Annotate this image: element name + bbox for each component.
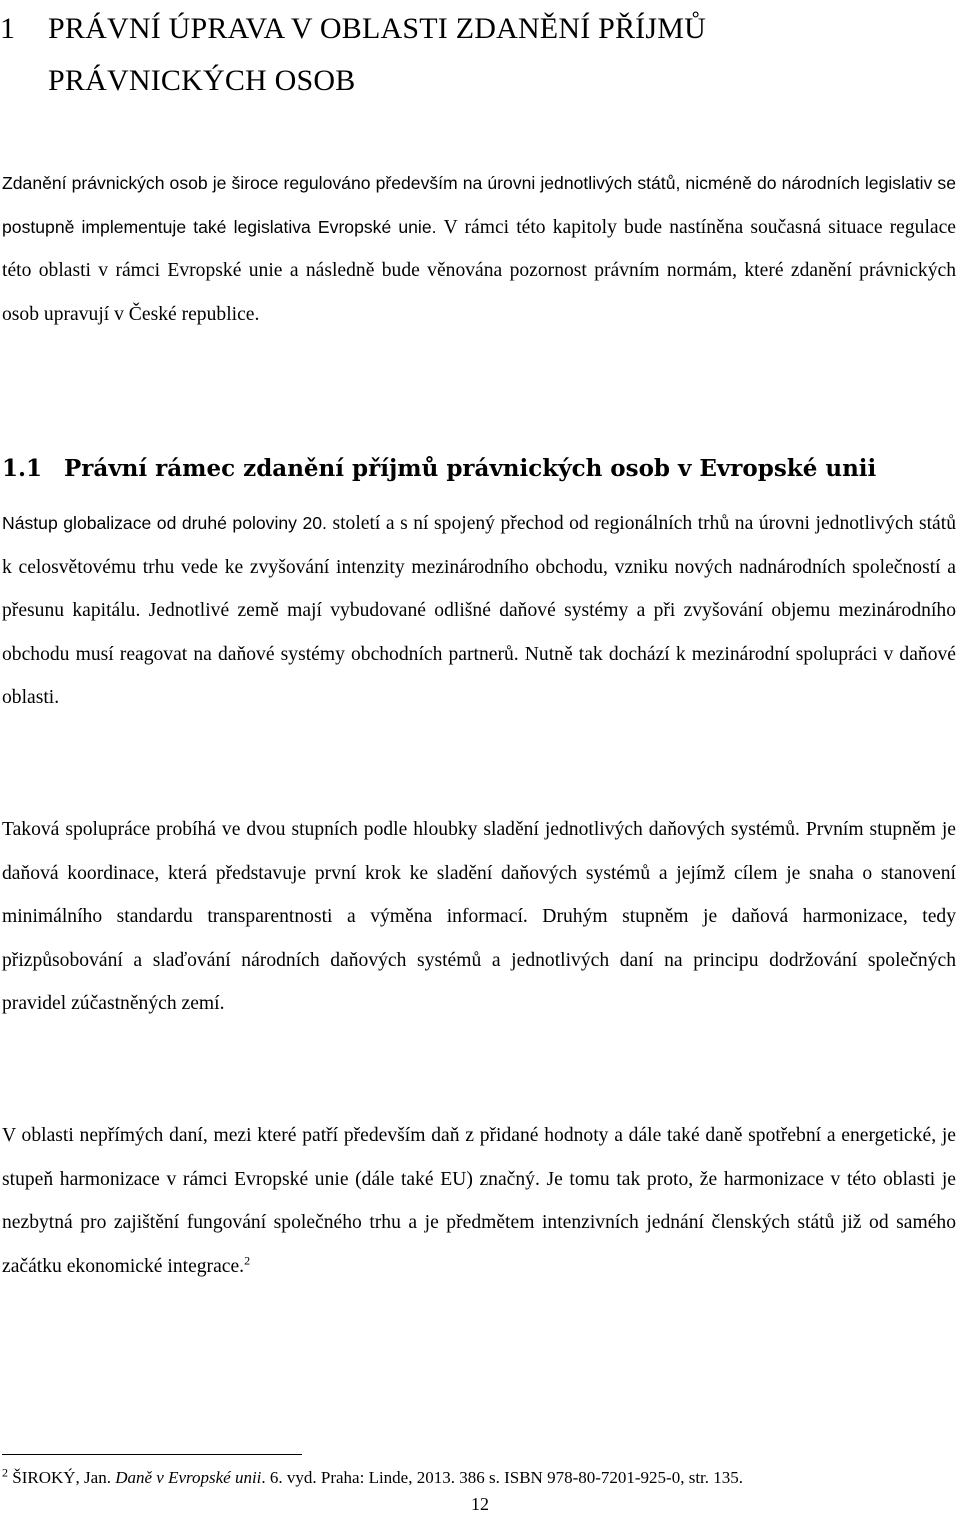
intro-text-sans: Zdanění právnických osob je široce regulováno především na úrovni jednotlivých států, nicméně do národních legislativ se postupně implementuje také legislativa Evropské unie. <box>2 173 956 237</box>
globalization-text-serif: století a s ní spojený přechod od regionálních trhů na úrovni jednotlivých států k celosvětovému trhu vede ke zvyšování intenzity mezinárodního obchodu, vzniku nových nadnárodních společností a přesunu kapitálu. Jednotlivé země mají vybudované odlišné daňové systémy a při zvyšování objemu mezinárodního obchodu musí reagovat na daňové systémy obchodních partnerů. Nutně tak dochází k mezinárodní spolupráci v daňové oblasti. <box>2 513 956 708</box>
chapter-title-line1: PRÁVNÍ ÚPRAVA V OBLASTI ZDANĚNÍ PŘÍJMŮ <box>48 12 706 45</box>
footnote-reference[interactable]: 2 <box>244 1252 251 1267</box>
footnote-author: ŠIROKÝ, Jan. <box>8 1468 116 1487</box>
section-heading <box>2 446 876 492</box>
cooperation-paragraph: Taková spolupráce probíhá ve dvou stupních podle hloubky sladění jednotlivých daňových systémů. Prvním stupněm je daňová koordinace, která představuje první krok ke sladění daňových systémů a jejímž cílem je snaha o stanovení minimálního standardu transparentnosti a výměna informací. Druhým stupněm je daňová harmonizace, tedy přizpůsobování a slaďování národních daňových systémů a jednotlivých daní na principu dodržování společných pravidel zúčastněných zemí. <box>2 819 956 1014</box>
chapter-number: 1 <box>0 12 16 45</box>
footnote-marker: 2 <box>2 1465 8 1480</box>
footnote-details: . 6. vyd. Praha: Linde, 2013. 386 s. ISBN 978-80-7201-925-0, str. 135. <box>261 1468 744 1487</box>
globalization-text-sans: Nástup globalizace od druhé poloviny 20. <box>2 513 327 533</box>
globalization-paragraph <box>2 502 956 720</box>
chapter-title-line2: PRÁVNICKÝCH OSOB <box>48 64 356 97</box>
intro-text-serif: V rámci této kapitoly bude nastíněna současná situace regulace této oblasti v rámci Evropské unie a následně bude věnována pozornost právním normám, které zdanění právnických osob upravují v České republice. <box>2 216 957 325</box>
footnote-title: Daně v Evropské unii <box>115 1468 262 1487</box>
indirect-taxes-text: V oblasti nepřímých daní, mezi které patří především daň z přidané hodnoty a dále také daně spotřební a energetické, je stupeň harmonizace v rámci Evropské unie (dále také EU) značný. Je tomu tak proto, že harmonizace v této oblasti je nezbytná pro zajištění fungování společného trhu a je předmětem intenzivních jednání členských států již od samého začátku ekonomické integrace. <box>2 1125 956 1277</box>
indirect-taxes-paragraph <box>2 1114 956 1288</box>
intro-paragraph <box>2 162 956 336</box>
footnote-separator <box>2 1454 302 1455</box>
section-number: 1.1 <box>2 455 43 482</box>
section-title: Právní rámec zdanění příjmů právnických osob v Evropské unii <box>64 455 877 482</box>
chapter-heading <box>0 0 960 97</box>
footnote <box>2 1466 743 1490</box>
page-number: 12 <box>471 1494 489 1514</box>
